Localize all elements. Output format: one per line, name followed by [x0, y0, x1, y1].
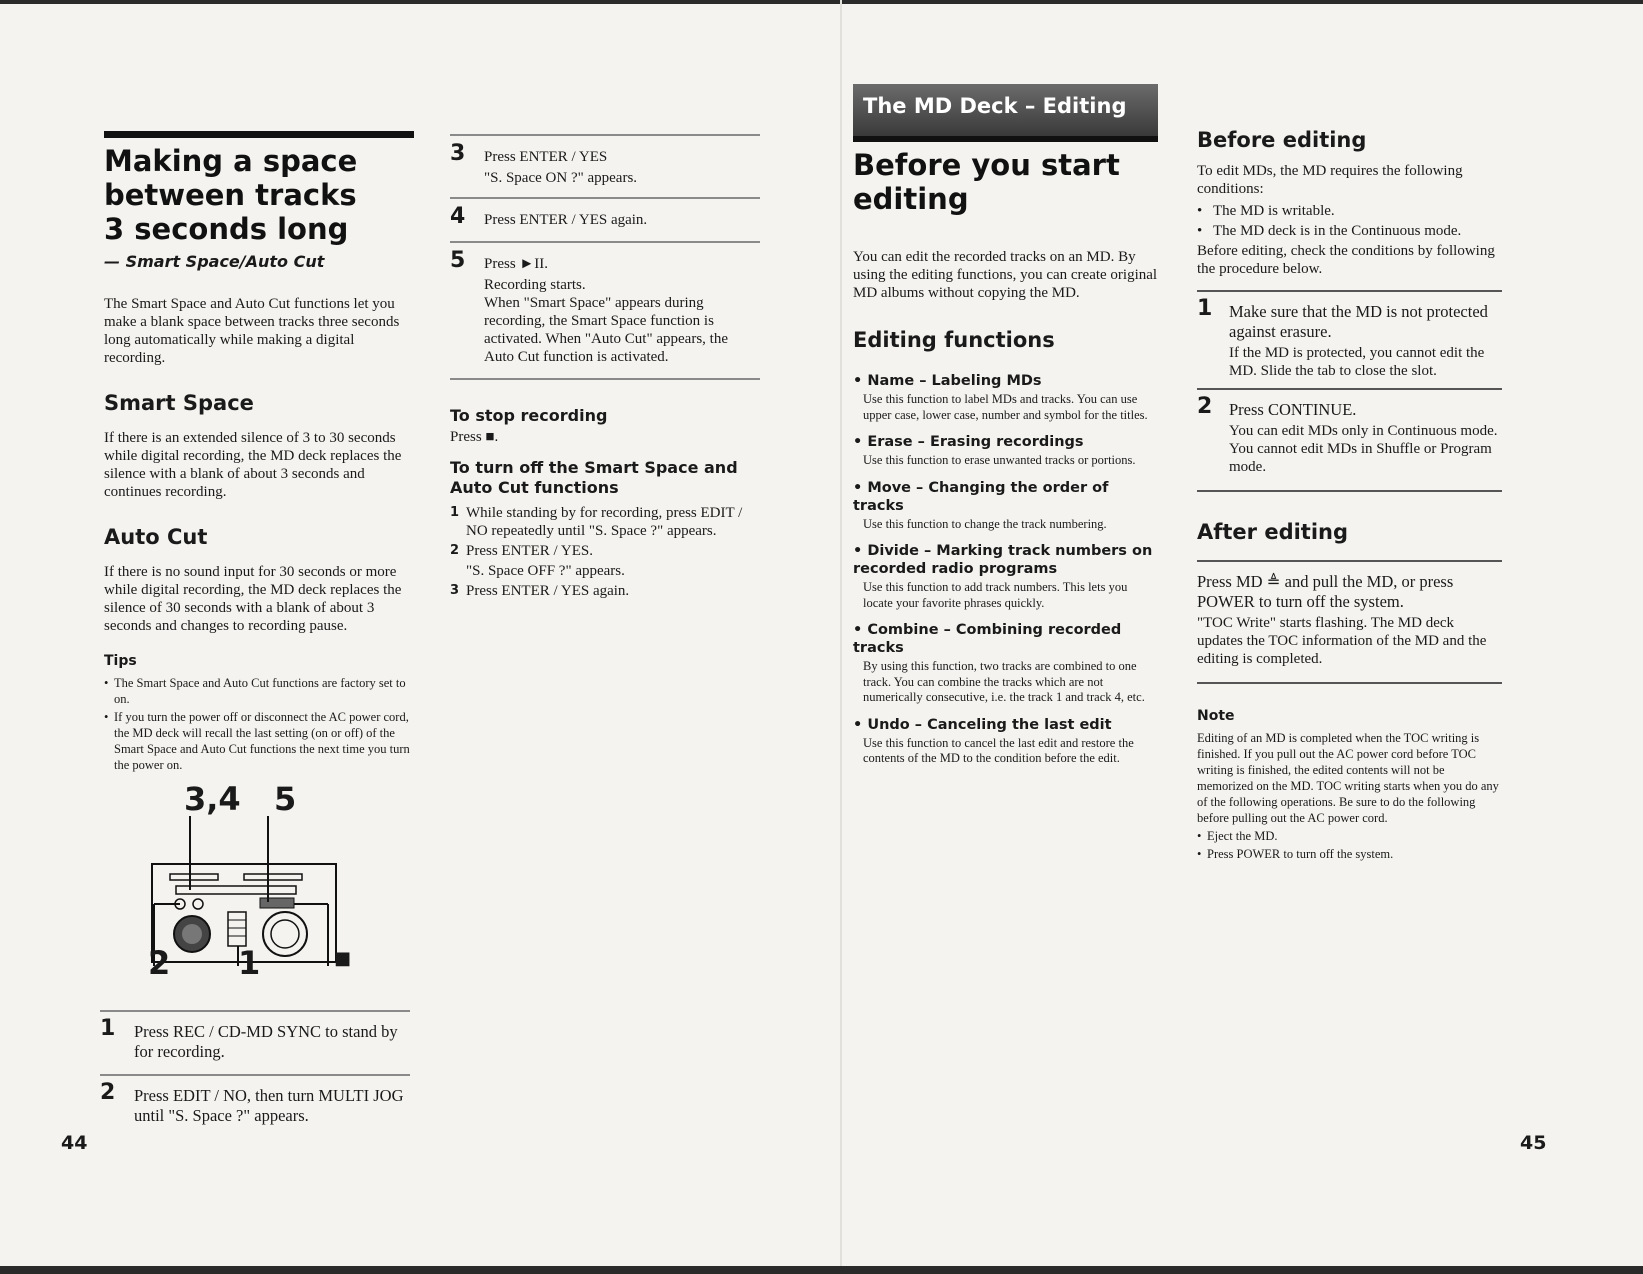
note-item: • Eject the MD. — [1197, 828, 1502, 844]
step-rule — [450, 241, 760, 243]
banner-rule — [853, 136, 1158, 142]
page-number-right: 45 — [1520, 1132, 1547, 1154]
turn-off-item — [450, 504, 760, 540]
condition-item: • The MD is writable. — [1197, 202, 1502, 220]
function-desc: Use this function to add track numbers. This lets you locate your favorite phrases quickly. — [863, 580, 1128, 610]
section-rule — [1197, 560, 1502, 562]
center-gutter — [840, 0, 842, 1274]
function-item — [853, 372, 1158, 423]
title-rule — [104, 131, 414, 138]
functions-list — [853, 372, 1158, 767]
function-item — [853, 479, 1158, 533]
item-text: While standing by for recording, press EDIT / NO repeatedly until "S. Space ?" appears. — [466, 505, 743, 539]
functions-heading: Editing functions — [853, 328, 1055, 352]
auto-cut-heading: Auto Cut — [104, 525, 208, 549]
step-4 — [450, 204, 760, 229]
step-rule — [450, 134, 760, 136]
title-line: between tracks — [104, 178, 357, 212]
step-text: Press REC / CD-MD SYNC to stand by for recording. — [134, 1022, 398, 1061]
function-desc: Use this function to change the track numbering. — [863, 516, 1107, 531]
step-2 — [100, 1080, 410, 1126]
before-editing-heading: Before editing — [1197, 128, 1367, 152]
step-rule — [100, 1074, 410, 1076]
function-title: • Name – Labeling MDs — [853, 373, 1042, 389]
item-number: 3 — [450, 583, 460, 598]
note-text: Editing of an MD is completed when the TOC writing is finished. If you pull out the AC power cord before TOC writing is finished, the edited contents will not be memorized on the MD. TOC writing starts when you do any of the following operations. Be sure to do the following before pulling out the AC power cord. — [1197, 731, 1499, 825]
diagram-label: 2 — [148, 944, 171, 982]
page-title — [104, 144, 414, 246]
before-outro: Before editing, check the conditions by following the procedure below. — [1197, 243, 1495, 277]
step-text: Press ENTER / YES — [484, 149, 608, 165]
edit-step-1 — [1197, 296, 1502, 380]
step-5 — [450, 248, 760, 366]
step-number: 1 — [1197, 296, 1213, 321]
tips-heading: Tips — [104, 653, 137, 669]
function-item — [853, 621, 1158, 706]
note-item: • Press POWER to turn off the system. — [1197, 846, 1502, 862]
title-line: 3 seconds long — [104, 212, 349, 246]
function-title: • Undo – Canceling the last edit — [853, 716, 1112, 733]
diagram-label: ■ — [334, 948, 352, 969]
function-title: • Combine – Combining recorded tracks — [853, 622, 1122, 656]
section-banner: The MD Deck – Editing — [853, 84, 1158, 136]
step-number: 4 — [450, 204, 466, 229]
auto-cut-text: If there is no sound input for 30 seconds or more while digital recording, the MD deck replaces the silence of 30 seconds with a blank of about 3 seconds and changes to recording pause. — [104, 564, 402, 634]
right-intro: You can edit the recorded tracks on an MD. By using the editing functions, you can create original MD albums without copying the MD. — [853, 249, 1158, 301]
step-3 — [450, 141, 760, 187]
section-rule — [1197, 490, 1502, 492]
diagram-label: 3,4 — [184, 780, 241, 818]
step-number: 2 — [100, 1080, 116, 1105]
step-sub: "S. Space ON ?" appears. — [484, 170, 638, 186]
turn-off-item — [450, 582, 760, 600]
deck-diagram — [140, 780, 380, 980]
title-line: Before you start — [853, 148, 1120, 182]
turn-off-heading: To turn off the Smart Space and Auto Cut functions — [450, 458, 738, 497]
middle-column — [450, 134, 760, 600]
step-rule — [1197, 290, 1502, 292]
turn-off-item — [450, 542, 760, 580]
step-number: 1 — [100, 1016, 116, 1041]
step-sub: You can edit MDs only in Continuous mode. You cannot edit MDs in Shuffle or Program mode. — [1229, 423, 1498, 475]
condition-item: • The MD deck is in the Continuous mode. — [1197, 222, 1502, 240]
step-1 — [100, 1016, 410, 1062]
tip-item: • If you turn the power off or disconnect the AC power cord, the MD deck will recall the last setting (on or off) of the Smart Space and Auto Cut functions the next time you turn the power on. — [104, 709, 414, 773]
right-column — [853, 84, 1158, 777]
step-rule — [450, 378, 760, 380]
step-number: 2 — [1197, 394, 1213, 419]
page-number-left: 44 — [61, 1132, 88, 1154]
step-number: 5 — [450, 248, 466, 273]
step-rule — [1197, 388, 1502, 390]
item-sub: "S. Space OFF ?" appears. — [466, 563, 625, 579]
function-desc: Use this function to cancel the last edit and restore the contents of the MD to the condition before the edit. — [863, 735, 1134, 765]
function-desc: Use this function to label MDs and tracks. You can use upper case, lower case, number and symbol for the titles. — [863, 392, 1148, 422]
function-item — [853, 433, 1158, 469]
after-sub: "TOC Write" starts flashing. The MD deck updates the TOC information of the MD and the editing is completed. — [1197, 615, 1487, 667]
top-border — [0, 0, 1643, 4]
item-number: 1 — [450, 505, 460, 520]
item-text: Press ENTER / YES. — [466, 543, 593, 559]
function-title: • Divide – Marking track numbers on recorded radio programs — [853, 543, 1153, 577]
step-text: Press ENTER / YES again. — [484, 212, 648, 228]
stop-heading: To stop recording — [450, 406, 608, 425]
left-column — [104, 131, 414, 773]
function-item — [853, 542, 1158, 611]
function-desc: By using this function, two tracks are combined to one track. You can combine the tracks which are not numerically consecutive, i.e. the track 1 and track 4, etc. — [863, 659, 1145, 704]
after-text: Press MD ≜ and pull the MD, or press POWER to turn off the system. — [1197, 572, 1454, 611]
title-line: Making a space — [104, 144, 358, 178]
function-title: • Erase – Erasing recordings — [853, 434, 1084, 450]
step-text: Make sure that the MD is not protected against erasure. — [1229, 302, 1488, 341]
item-number: 2 — [450, 543, 460, 558]
smart-space-text: If there is an extended silence of 3 to 30 seconds while digital recording, the MD deck replaces the silence with a blank of about 3 seconds and continues recording. — [104, 430, 402, 500]
note-heading: Note — [1197, 708, 1235, 724]
page-subtitle: — Smart Space/Auto Cut — [104, 252, 325, 271]
step-sub: Recording starts. When "Smart Space" appears during recording, the Smart Space function is activated. When "Auto Cut" appears, the Auto Cut function is activated. — [484, 277, 728, 365]
tip-item: • The Smart Space and Auto Cut functions are factory set to on. — [104, 675, 414, 707]
step-rule — [450, 197, 760, 199]
item-text: Press ENTER / YES again. — [466, 583, 630, 599]
diagram-label: 1 — [238, 944, 261, 982]
section-rule — [1197, 682, 1502, 684]
function-item — [853, 716, 1158, 767]
function-title: • Move – Changing the order of tracks — [853, 479, 1109, 514]
smart-space-heading: Smart Space — [104, 391, 254, 415]
step-number: 3 — [450, 141, 466, 166]
left-steps — [100, 1010, 410, 1126]
step-text: Press ►II. — [484, 256, 549, 272]
function-desc: Use this function to erase unwanted tracks or portions. — [863, 453, 1136, 467]
step-rule — [100, 1010, 410, 1012]
before-intro: To edit MDs, the MD requires the following conditions: — [1197, 163, 1463, 197]
title-line: editing — [853, 182, 969, 216]
stop-text: Press ■. — [450, 429, 499, 445]
step-text: Press EDIT / NO, then turn MULTI JOG until "S. Space ?" appears. — [134, 1086, 404, 1125]
bottom-border — [0, 1266, 1643, 1274]
after-editing-heading: After editing — [1197, 520, 1349, 544]
step-text: Press CONTINUE. — [1229, 400, 1357, 419]
far-right-column — [1197, 128, 1502, 862]
right-page-title — [853, 148, 1158, 216]
intro-text: The Smart Space and Auto Cut functions let you make a blank space between tracks three seconds long automatically while making a digital recording. — [104, 296, 400, 366]
step-sub: If the MD is protected, you cannot edit the MD. Slide the tab to close the slot. — [1229, 345, 1485, 379]
diagram-label: 5 — [274, 780, 297, 818]
edit-step-2 — [1197, 394, 1502, 476]
